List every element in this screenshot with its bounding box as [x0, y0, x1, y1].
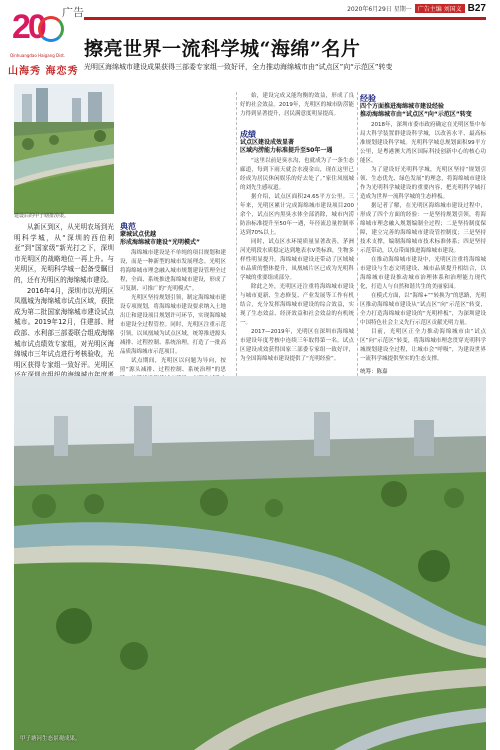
exemplar-paragraph: 试点期间，光明区以问题为导向，按照“源头减排、过程控制、系统治理”的思 — [120, 358, 226, 373]
lead-paragraph: 从新区到区，从光明农场到光明科学城，从“深圳的西伯利亚”到“国家级”新光打之下，深圳市光明区的战略地位一再上升。与光明区，光明科学城一起备受瞩目的，还有光明区的海绵城市建设。 — [14, 223, 114, 284]
exemplar-section-title: 典范 — [120, 222, 136, 231]
top-photo-caption: 建设后的甲子塘排涝渠。 — [14, 213, 70, 219]
achievement-section-subtitle: 试点区建设成效显著 区域内涝能力标准提升至50年一遇 — [240, 139, 333, 154]
logo-number: 20 — [12, 8, 44, 46]
achievement-section-title: 成绩 — [240, 130, 256, 139]
experience-section-title: 经验 — [360, 94, 376, 103]
experience-paragraph: 在模式方面，以“海绵+”“转换为”的思路，光明区推动海绵城市建设从“试点区”向“示范区”转变，全力打造海绵城市建设的“光明样板”，为深圳建设中国特色社会主义先行示范区贡献光明力量。 — [360, 293, 486, 326]
achievement-paragraph: 除此之外，光明区还注重将海绵城市建设与城市更新、生态修复、产业发展等工作有机结合，充分发挥海绵城市建设的综合效益，实现了生态效益、经济效益和社会效益的有机统一。 — [240, 284, 354, 326]
experience-paragraph: 2018年，深圳市委市政府确定在光明区集中布局大科学装置群建设科学城，以改善水平、最高标准规划建设科学城。光明科学城总规划面积99平方公里，是粤港澳大湾区国际科技创新中心的核心功能区。 — [360, 122, 486, 164]
exemplar-paragraph: 光明区坚持规划引领，制定海绵城市建设专项规划，将海绵城市建设要求纳入土地出让和建设项目规划许可环节，实现海绵城市建设全过程管控。同时，光明区注重示范引领，以凤凰城为试点区域，统筹推进源头减排、过程控制、系统治理，打造了一批高品质海绵城市示范项目。 — [120, 295, 226, 355]
lead-paragraph: 2016年4月，深圳市以光明区凤凰城为海绵城市试点区域，获批成为第二批国家海绵城市建设试点城市。2019年12月，住建部、财政部、水利部三部委联合组成海绵城市试点绩效专家组，对光明区海绵城市三年试点进行考核验收，光明区获得专家组一致好评。光明区 — [14, 286, 114, 369]
page-subhead: 光明区海绵城市建设成果获得三部委专家组一致好评，全力推动海绵城市由“试点区”向“示范区”转变 — [84, 63, 393, 71]
drainage-channel-image — [14, 84, 114, 214]
anniversary-logo — [8, 6, 68, 66]
experience-section-subtitle: 四个方面推进海绵城市建设经验 推动海绵城市由“试点区”向“示范区”转变 — [360, 103, 472, 118]
achievement-paragraph: 据介绍，试点区面积24.65平方公里。三年来，光明区累计完成海绵城市建设项目200余个，试点区内黑臭水体全部消除，城市内涝防治标准提升至50年一遇，年径流总量控制率达到70%以上。 — [240, 194, 354, 236]
exemplar-paragraph: 海绵城市建设是不单纯的项目规划和建设，而是一种新型的城市发展理念。光明区将海绵城市理念融入城市规划建设管理全过程，全面、系统推进海绵城市建设，形成了可复制、可推广的“光明模式”。 — [120, 250, 226, 292]
logo-slogan: 山海秀 海恋秀 — [8, 66, 79, 77]
continuation-paragraph: 始，建设完成又能均衡的效益，形成了良好的社会效益。2019年，光明区的城市防涝能力得到显著提升，居民满意度明显提高。 — [240, 93, 354, 117]
date-line: 2020年6月29日 星期一 — [347, 6, 412, 13]
logo-ring-icon — [38, 16, 64, 42]
logo-subtext: Qinhuangdao Haigang Dist. — [10, 53, 66, 58]
column-divider — [236, 92, 237, 376]
experience-paragraph: 目前，光明区正全力推动海绵城市由“试点区”向“示范区”转变，将海绵城市理念贯穿光明科学城规划建设全过程，让城市会“呼吸”，为建设世界一流科学城提供坚实的生态支撑。 — [360, 329, 486, 362]
masthead-rule — [84, 17, 486, 20]
drainage-channel-photo — [14, 84, 114, 214]
section-name: 广告 — [62, 6, 84, 19]
exemplar-section-subtitle: 蒙城试点优越 形成海绵城市建设“光明模式” — [120, 231, 200, 246]
achievement-column — [240, 128, 354, 376]
experience-paragraph: 据记者了解，在光明区海绵城市建设过程中，形成了四个方面的经验：一是坚持规划引领，将海绵城市理念融入规划编制全过程；二是坚持制度保障，建立完善的海绵城市建设管控制度；三是坚持技术支撑，编制海绵城市技术标准体系；四是坚持示范带动，以点带面推进海绵城市建设。 — [360, 203, 486, 254]
edition-tag: 广告主编 刘国义 — [415, 4, 465, 13]
column-divider — [357, 92, 358, 376]
page-headline: 擦亮世界一流科学城“海绵”名片 — [84, 38, 361, 60]
experience-paragraph: 在推动海绵城市建设中，光明区注重将海绵城市建设与生态文明建设、城市品质提升相结合，以海绵城市建设推动城市治理体系和治理能力现代化，打造人与自然和谐共生的美丽家园。 — [360, 257, 486, 290]
achievement-paragraph: 同时，试点区水环境质量显著改善，茅洲河光明段水质稳定达到地表水V类标准，生物多样性明显提升。海绵城市建设还带动了区域城市品质的整体提升，凤凰城片区已成为光明科学城的重要组成部分。 — [240, 239, 354, 281]
river-landscape-photo — [14, 376, 486, 750]
bottom-photo-caption: 甲子塘河生态景观成果。 — [20, 736, 81, 742]
river-landscape-image — [14, 376, 486, 750]
achievement-paragraph: “这里以前是臭水沟，也就成为了一条生态廊道，每到下雨天就会水漫金山，现在这里已经成为居民休闲娱乐的好去处了。”家住凤凰城的刘先生感叹道。 — [240, 158, 354, 191]
byline: 统筹：陈嘉 — [360, 369, 388, 375]
page-number: B27 — [467, 3, 486, 14]
date-bar — [347, 3, 486, 14]
continuation-column — [240, 92, 354, 128]
achievement-paragraph: 2017—2019年，光明区在深圳市海绵城市建设年度考核中连续三年取得第一名。试点区建设成效获得国家三部委专家组一致好评，为全国海绵城市建设提供了“光明经验”。 — [240, 329, 354, 362]
experience-paragraph: 为了建设好光明科学城，光明区坚持“规划引领、生态优先、绿色发展”的理念，将海绵城市建设作为光明科学城建设的重要内容，把光明科学城打造成为世界一流科学城的生态样板。 — [360, 167, 486, 200]
